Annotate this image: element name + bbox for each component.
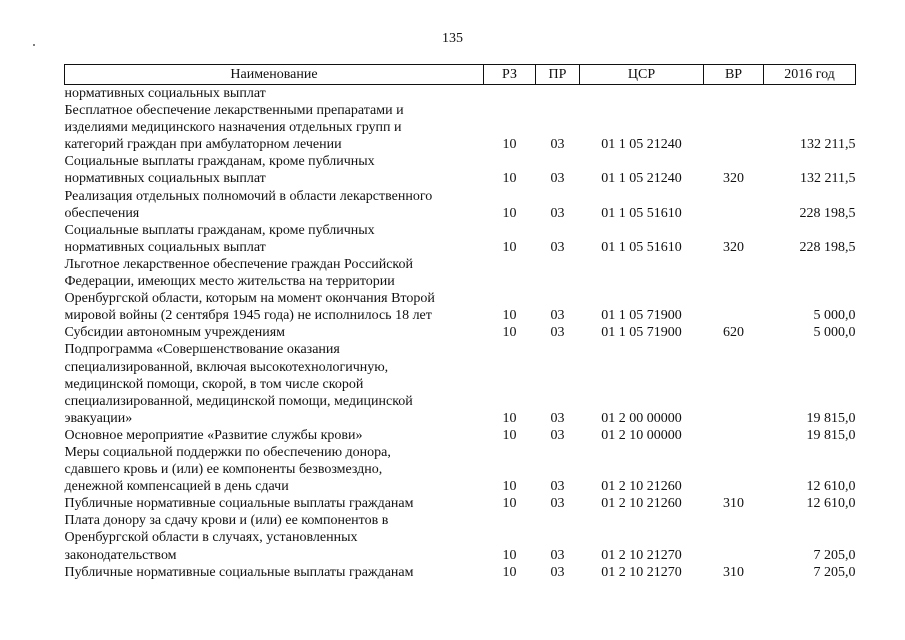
row-rz bbox=[484, 85, 536, 103]
row-amount: 132 211,5 bbox=[800, 171, 856, 187]
row-csr: 01 2 10 21260 bbox=[601, 496, 682, 512]
header-csr: ЦСР bbox=[580, 65, 704, 85]
row-pr bbox=[536, 85, 580, 103]
row-name-line: мировой войны (2 сентября 1945 года) не исполнилось 18 лет bbox=[64, 308, 432, 324]
row-vr bbox=[704, 341, 764, 426]
row-rz: 10 bbox=[502, 496, 517, 512]
table-row bbox=[65, 324, 856, 341]
row-name bbox=[65, 222, 484, 256]
row-amount: 228 198,5 bbox=[799, 239, 856, 255]
row-rz: 10 bbox=[502, 325, 517, 341]
row-vr bbox=[704, 85, 764, 103]
row-name-line: обеспечения bbox=[64, 205, 140, 221]
row-name-line: Публичные нормативные социальные выплаты гражданам bbox=[64, 564, 414, 580]
row-name-line: Плата донору за сдачу крови и (или) ее компонентов в bbox=[64, 513, 389, 529]
row-vr bbox=[704, 102, 764, 153]
table-row bbox=[65, 341, 856, 426]
row-pr: 03 bbox=[550, 239, 565, 255]
header-vr: ВР bbox=[704, 65, 764, 85]
row-name-line: Льготное лекарственное обеспечение граждан Российской bbox=[64, 256, 414, 272]
row-name bbox=[65, 324, 484, 341]
row-name bbox=[65, 85, 484, 103]
row-pr: 03 bbox=[550, 205, 565, 221]
row-name-line: сдавшего кровь и (или) ее компоненты безвозмездно, bbox=[64, 462, 383, 478]
header-rz: РЗ bbox=[484, 65, 536, 85]
table-row bbox=[65, 102, 856, 153]
row-pr: 03 bbox=[550, 496, 565, 512]
row-name bbox=[65, 512, 484, 563]
row-name-line: Социальные выплаты гражданам, кроме публичных bbox=[64, 154, 375, 170]
table-header bbox=[65, 65, 856, 85]
row-csr: 01 2 10 00000 bbox=[601, 427, 682, 443]
row-amount: 228 198,5 bbox=[799, 205, 856, 221]
row-rz: 10 bbox=[502, 479, 517, 495]
row-pr: 03 bbox=[550, 547, 565, 563]
row-name bbox=[65, 153, 484, 187]
row-vr bbox=[704, 256, 764, 324]
row-pr: 03 bbox=[550, 410, 565, 426]
row-name-line: Федерации, имеющих место жительства на территории bbox=[64, 274, 395, 290]
row-amount: 7 205,0 bbox=[813, 547, 856, 563]
row-csr bbox=[580, 85, 704, 103]
row-name-line: законодательством bbox=[64, 547, 177, 563]
row-csr: 01 1 05 21240 bbox=[601, 171, 682, 187]
row-name-line: Основное мероприятие «Развитие службы крови» bbox=[64, 427, 363, 443]
row-name-line: специализированной, медицинской помощи, медицинской bbox=[64, 393, 413, 409]
row-pr: 03 bbox=[550, 427, 565, 443]
row-vr: 320 bbox=[723, 171, 744, 187]
table-row bbox=[65, 495, 856, 512]
row-name bbox=[65, 564, 484, 581]
row-name-line: Меры социальной поддержки по обеспечению донора, bbox=[64, 444, 391, 460]
page-number: 135 bbox=[442, 31, 463, 46]
row-name bbox=[65, 341, 484, 426]
table-row bbox=[65, 427, 856, 444]
table-row bbox=[65, 153, 856, 187]
row-csr: 01 1 05 51610 bbox=[601, 239, 682, 255]
table-row bbox=[65, 188, 856, 222]
row-pr: 03 bbox=[550, 479, 565, 495]
row-vr: 310 bbox=[723, 564, 744, 580]
row-name bbox=[65, 256, 484, 324]
row-amount: 5 000,0 bbox=[813, 308, 856, 324]
table-row bbox=[65, 444, 856, 495]
table-row bbox=[65, 256, 856, 324]
row-vr bbox=[704, 188, 764, 222]
row-name bbox=[65, 188, 484, 222]
row-csr: 01 2 10 21270 bbox=[601, 564, 682, 580]
row-vr bbox=[704, 427, 764, 444]
row-rz: 10 bbox=[502, 410, 517, 426]
row-name-line: Реализация отдельных полномочий в области лекарственного bbox=[64, 188, 433, 204]
row-csr: 01 2 00 00000 bbox=[601, 410, 682, 426]
row-rz: 10 bbox=[502, 564, 517, 580]
row-amount: 12 610,0 bbox=[806, 496, 856, 512]
row-name-line: эвакуации» bbox=[64, 410, 133, 426]
table-row bbox=[65, 85, 856, 103]
row-rz: 10 bbox=[502, 427, 517, 443]
row-amount: 19 815,0 bbox=[806, 410, 856, 426]
row-rz: 10 bbox=[502, 171, 517, 187]
row-rz: 10 bbox=[502, 137, 517, 153]
row-name-line: категорий граждан при амбулаторном лечении bbox=[64, 137, 342, 153]
table-row bbox=[65, 564, 856, 581]
table-row bbox=[65, 222, 856, 256]
row-csr: 01 2 10 21270 bbox=[601, 547, 682, 563]
row-name bbox=[65, 427, 484, 444]
header-pr: ПР bbox=[536, 65, 580, 85]
header-name: Наименование bbox=[65, 65, 484, 85]
row-name-line: нормативных социальных выплат bbox=[64, 171, 266, 187]
row-name bbox=[65, 444, 484, 495]
row-pr: 03 bbox=[550, 564, 565, 580]
row-csr: 01 2 10 21260 bbox=[601, 479, 682, 495]
row-amount bbox=[764, 85, 856, 103]
row-pr: 03 bbox=[550, 308, 565, 324]
budget-table bbox=[64, 64, 856, 581]
row-amount: 12 610,0 bbox=[806, 479, 856, 495]
row-amount: 5 000,0 bbox=[813, 325, 856, 341]
row-vr: 620 bbox=[723, 325, 744, 341]
row-name-line: нормативных социальных выплат bbox=[64, 86, 266, 101]
row-amount: 19 815,0 bbox=[806, 427, 856, 443]
row-name bbox=[65, 102, 484, 153]
row-name-line: медицинской помощи, скорой, в том числе скорой bbox=[64, 376, 364, 392]
scan-speck bbox=[33, 44, 35, 46]
row-rz: 10 bbox=[502, 205, 517, 221]
row-rz: 10 bbox=[502, 308, 517, 324]
row-name-line: Подпрограмма «Совершенствование оказания bbox=[64, 342, 340, 358]
row-name-line: Оренбургской области, которым на момент окончания Второй bbox=[64, 291, 435, 307]
row-name-line: изделиями медицинского назначения отдельных групп и bbox=[64, 120, 402, 136]
row-name-line: Оренбургской области в случаях, установленных bbox=[64, 530, 358, 546]
row-name-line: нормативных социальных выплат bbox=[64, 239, 266, 255]
row-name-line: Социальные выплаты гражданам, кроме публичных bbox=[64, 222, 375, 238]
row-name-line: специализированной, включая высокотехнологичную, bbox=[64, 359, 389, 375]
row-pr: 03 bbox=[550, 137, 565, 153]
row-vr bbox=[704, 512, 764, 563]
row-name-line: Субсидии автономным учреждениям bbox=[64, 325, 286, 341]
row-csr: 01 1 05 51610 bbox=[601, 205, 682, 221]
row-name-line: Бесплатное обеспечение лекарственными препаратами и bbox=[64, 103, 404, 119]
row-amount: 132 211,5 bbox=[800, 137, 856, 153]
row-csr: 01 1 05 21240 bbox=[601, 137, 682, 153]
row-pr: 03 bbox=[550, 171, 565, 187]
table-row bbox=[65, 512, 856, 563]
row-rz: 10 bbox=[502, 547, 517, 563]
row-csr: 01 1 05 71900 bbox=[601, 325, 682, 341]
row-pr: 03 bbox=[550, 325, 565, 341]
row-name bbox=[65, 495, 484, 512]
row-name-line: денежной компенсацией в день сдачи bbox=[64, 479, 289, 495]
row-vr bbox=[704, 444, 764, 495]
row-csr: 01 1 05 71900 bbox=[601, 308, 682, 324]
row-vr: 310 bbox=[723, 496, 744, 512]
row-name-line: Публичные нормативные социальные выплаты гражданам bbox=[64, 496, 414, 512]
header-year: 2016 год bbox=[764, 65, 856, 85]
row-vr: 320 bbox=[723, 239, 744, 255]
row-amount: 7 205,0 bbox=[813, 564, 856, 580]
row-rz: 10 bbox=[502, 239, 517, 255]
table-body bbox=[65, 85, 856, 581]
